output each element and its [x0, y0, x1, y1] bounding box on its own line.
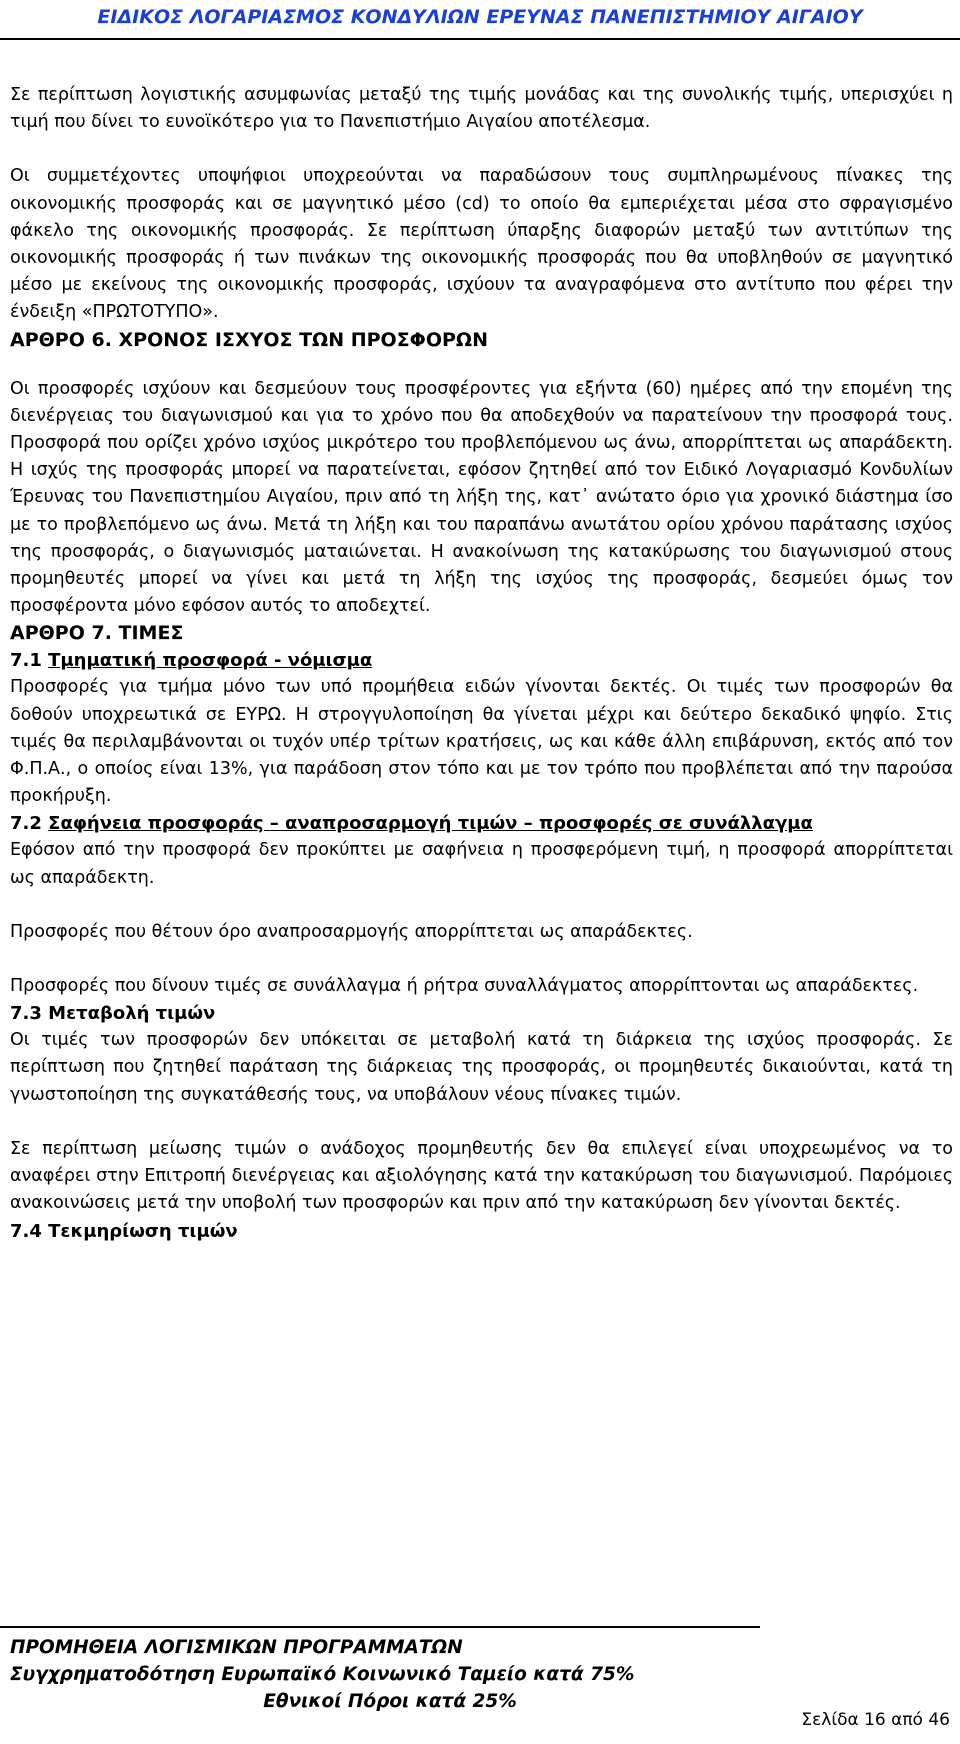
article-6-heading: ΑΡΘΡΟ 6. ΧΡΟΝΟΣ ΙΣΧΥΟΣ ΤΩΝ ΠΡΟΣΦΟΡΩΝ — [10, 328, 488, 351]
paragraph-foreign-currency: Προσφορές που δίνουν τιμές σε συνάλλαγμα ή ρήτρα συναλλάγματος απορρίπτονται ως απαράδεκτες. — [10, 976, 919, 997]
article-7-heading: ΑΡΘΡΟ 7. ΤΙΜΕΣ — [10, 622, 184, 645]
page-content — [10, 82, 953, 1245]
section-7-1-title: Τμηματική προσφορά - νόμισμα — [48, 650, 373, 672]
section-7-4-number: 7.4 — [10, 1220, 49, 1242]
section-7-3-title: Μεταβολή τιμών — [48, 1003, 216, 1025]
paragraph-submission-media: Οι συμμετέχοντες υποψήφιοι υποχρεούνται να παραδώσουν τους συμπληρωμένους πίνακες της οικονομικής προσφοράς και σε μαγνητικό μέσο (cd) το οποίο θα εμπεριέχεται μέσα στο σφραγισμένο φάκελο της οικονομικής προσφοράς. Σε περίπτωση ύπαρξης διαφορών μεταξύ των αντιτύπων της οικονομικής προσφοράς ή των πινάκων της οικονομικής προσφοράς που θα υποβληθούν σε μαγνητικό μέσο με εκείνους της οικονομικής προσφοράς, ισχύουν τα αναγραφόμενα στο αντίτυπο που φέρει την ένδειξη «ΠΡΩΤΟΤΥΠΟ». — [10, 166, 953, 323]
section-7-3-heading — [10, 1000, 953, 1027]
footer-funding-esf: Συγχρηματοδότηση Ευρωπαϊκό Κοινωνικό Ταμείο κατά 75% — [10, 1664, 635, 1685]
header-divider — [0, 38, 960, 40]
paragraph-price-discrepancy: Σε περίπτωση λογιστικής ασυμφωνίας μεταξύ της τιμής μονάδας και της συνολικής τιμής, υπερισχύει η τιμή που δίνει το ευνοϊκότερο για το Πανεπιστήμιο Αιγαίου αποτέλεσμα. — [10, 85, 953, 133]
section-7-2-title: Σαφήνεια προσφοράς – αναπροσαρμογή τιμών – προσφορές σε συνάλλαγμα — [48, 813, 813, 835]
section-7-1-number: 7.1 — [10, 650, 49, 672]
section-7-2-heading — [10, 810, 953, 837]
paragraph-price-reduction: Σε περίπτωση μείωσης τιμών ο ανάδοχος προμηθευτής δεν θα επιλεγεί είναι υποχρεωμένος να το αναφέρει στην Επιτροπή διενέργειας και αξιολόγησης κατά την κατακύρωση του διαγωνισμού. Παρόμοιες ανακοινώσεις μετά την υποβολή των προσφορών και πριν από την κατακύρωση δεν γίνονται δεκτές. — [10, 1138, 953, 1214]
footer-project-title: ΠΡΟΜΗΘΕΙΑ ΛΟΓΙΣΜΙΚΩΝ ΠΡΟΓΡΑΜΜΑΤΩΝ — [10, 1637, 463, 1658]
section-7-4-title: Τεκμηρίωση τιμών — [48, 1220, 238, 1242]
section-7-1-heading — [10, 647, 953, 674]
header-title: ΕΙΔΙΚΟΣ ΛΟΓΑΡΙΑΣΜΟΣ ΚΟΝΔΥΛΙΩΝ ΕΡΕΥΝΑΣ ΠΑΝΕΠΙΣΤΗΜΙΟΥ ΑΙΓΑΙΟΥ — [97, 6, 863, 28]
paragraph-partial-offer-currency: Προσφορές για τμήμα μόνο των υπό προμήθεια ειδών γίνονται δεκτές. Οι τιμές των προσφορών θα δοθούν υποχρεωτικά σε ΕΥΡΩ. Η στρογγυλοποίηση θα γίνεται μέχρι και δεύτερο δεκαδικό ψηφίο. Στις τιμές θα περιλαμβάνονται οι τυχόν υπέρ τρίτων κρατήσεις, ως και κάθε άλλη επιβάρυνση, εκτός από τον Φ.Π.Α., ο οποίος είναι 13%, για παράδοση στον τόπο και με τον τρόπο που προβλέπεται από την παρούσα προκήρυξη. — [10, 677, 953, 807]
paragraph-price-clarity: Εφόσον από την προσφορά δεν προκύπτει με σαφήνεια η προσφερόμενη τιμή, η προσφορά απορρίπτεται ως απαράδεκτη. — [10, 840, 953, 888]
section-7-4-heading — [10, 1218, 953, 1245]
footer-funding-national: Εθνικοί Πόροι κατά 25% — [263, 1691, 517, 1712]
footer — [10, 1634, 770, 1715]
page-number: Σελίδα 16 από 46 — [801, 1710, 950, 1730]
paragraph-offer-validity: Οι προσφορές ισχύουν και δεσμεύουν τους προσφέροντες για εξήντα (60) ημέρες από την επομένη της διενέργειας του διαγωνισμού και για το χρόνο που θα αποδεχθούν να παρατείνουν την προσφορά τους. Προσφορά που ορίζει χρόνο ισχύος μικρότερο του προβλεπόμενου ως άνω, απορρίπτεται ως απαράδεκτη. Η ισχύς της προσφοράς μπορεί να παρατείνεται, εφόσον ζητηθεί από τον Ειδικό Λογαριασμό Κονδυλίων Έρευνας του Πανεπιστημίου Αιγαίου, πριν από τη λήξη της, κατ᾽ ανώτατο όριο για χρονικό διάστημα ίσο με το προβλεπόμενο ως άνω. Μετά τη λήξη και του παραπάνω ανωτάτου ορίου χρόνου παράτασης ισχύος της προσφοράς, ο διαγωνισμός ματαιώνεται. Η ανακοίνωση της κατακύρωσης του διαγωνισμού στους προμηθευτές μπορεί να γίνει και μετά τη λήξη της ισχύος της προσφοράς, δεσμεύει όμως τον προσφέροντα μόνο εφόσον αυτός το αποδεχτεί. — [10, 378, 953, 617]
paragraph-price-adjustment: Προσφορές που θέτουν όρο αναπροσαρμογής απορρίπτεται ως απαράδεκτες. — [10, 921, 693, 942]
section-7-3-number: 7.3 — [10, 1003, 49, 1025]
footer-divider — [0, 1626, 760, 1628]
paragraph-price-change: Οι τιμές των προσφορών δεν υπόκειται σε μεταβολή κατά τη διάρκεια της ισχύος προσφοράς. Σε περίπτωση που ζητηθεί παράταση της διάρκειας της προσφοράς, οι προμηθευτές δικαιούνται, κατά τη γνωστοποίηση της συγκατάθεσής τους, να υποβάλουν νέους πίνακες τιμών. — [10, 1030, 953, 1105]
section-7-2-number: 7.2 — [10, 813, 49, 835]
